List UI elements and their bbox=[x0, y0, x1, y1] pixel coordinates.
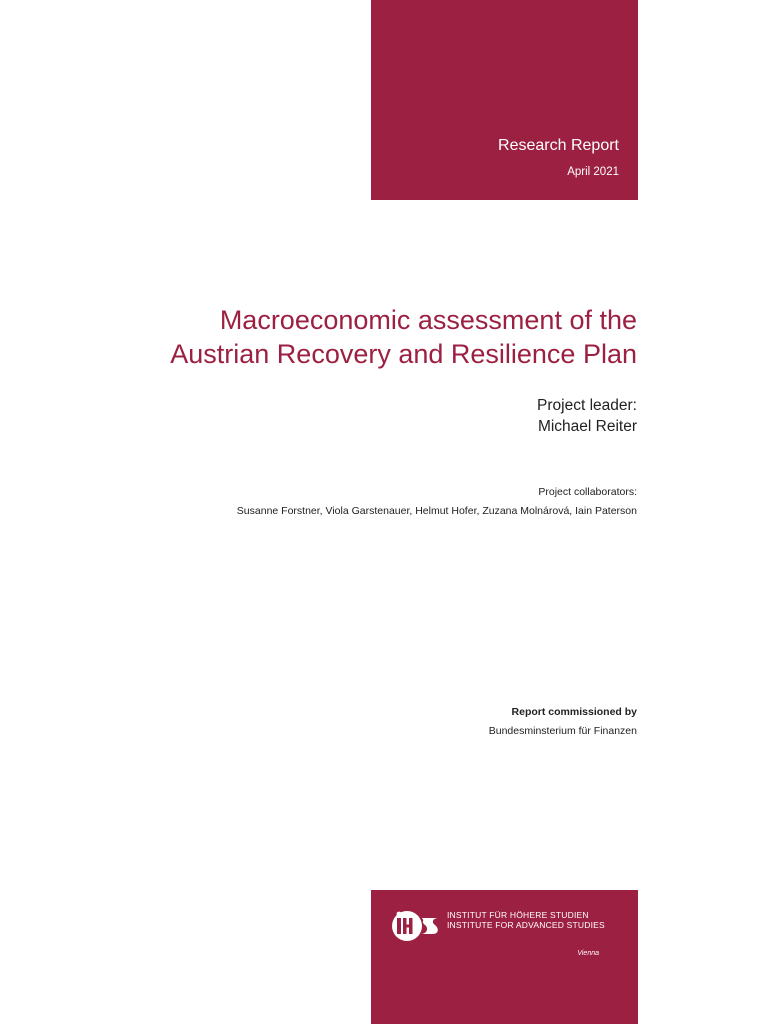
collaborators-names: Susanne Forstner, Viola Garstenauer, Helmut Hofer, Zuzana Molnárová, Iain Paterson bbox=[236, 505, 637, 517]
ihs-logo-text bbox=[447, 910, 605, 930]
report-title-line-2: Austrian Recovery and Resilience Plan bbox=[170, 339, 637, 369]
commission-label: Report commissioned by bbox=[511, 706, 637, 718]
report-type: Research Report bbox=[498, 137, 619, 154]
commission-client: Bundesminsterium für Finanzen bbox=[488, 725, 637, 737]
header-banner bbox=[371, 0, 638, 200]
logo-line-1: INSTITUT FÜR HÖHERE STUDIEN bbox=[447, 910, 589, 920]
report-title bbox=[77, 303, 637, 371]
project-leader bbox=[537, 395, 637, 437]
project-leader-name: Michael Reiter bbox=[537, 418, 637, 435]
footer-banner bbox=[371, 890, 638, 1024]
ihs-logo bbox=[389, 908, 619, 957]
report-title-line-1: Macroeconomic assessment of the bbox=[219, 305, 637, 335]
ihs-logo-mark-icon bbox=[389, 908, 443, 944]
project-leader-label: Project leader: bbox=[537, 397, 637, 414]
report-date: April 2021 bbox=[567, 166, 619, 178]
project-collaborators bbox=[237, 483, 637, 521]
logo-city: Vienna bbox=[577, 950, 599, 957]
commission-info bbox=[489, 703, 637, 741]
collaborators-label: Project collaborators: bbox=[538, 486, 637, 498]
logo-line-2: INSTITUTE FOR ADVANCED STUDIES bbox=[447, 920, 605, 930]
